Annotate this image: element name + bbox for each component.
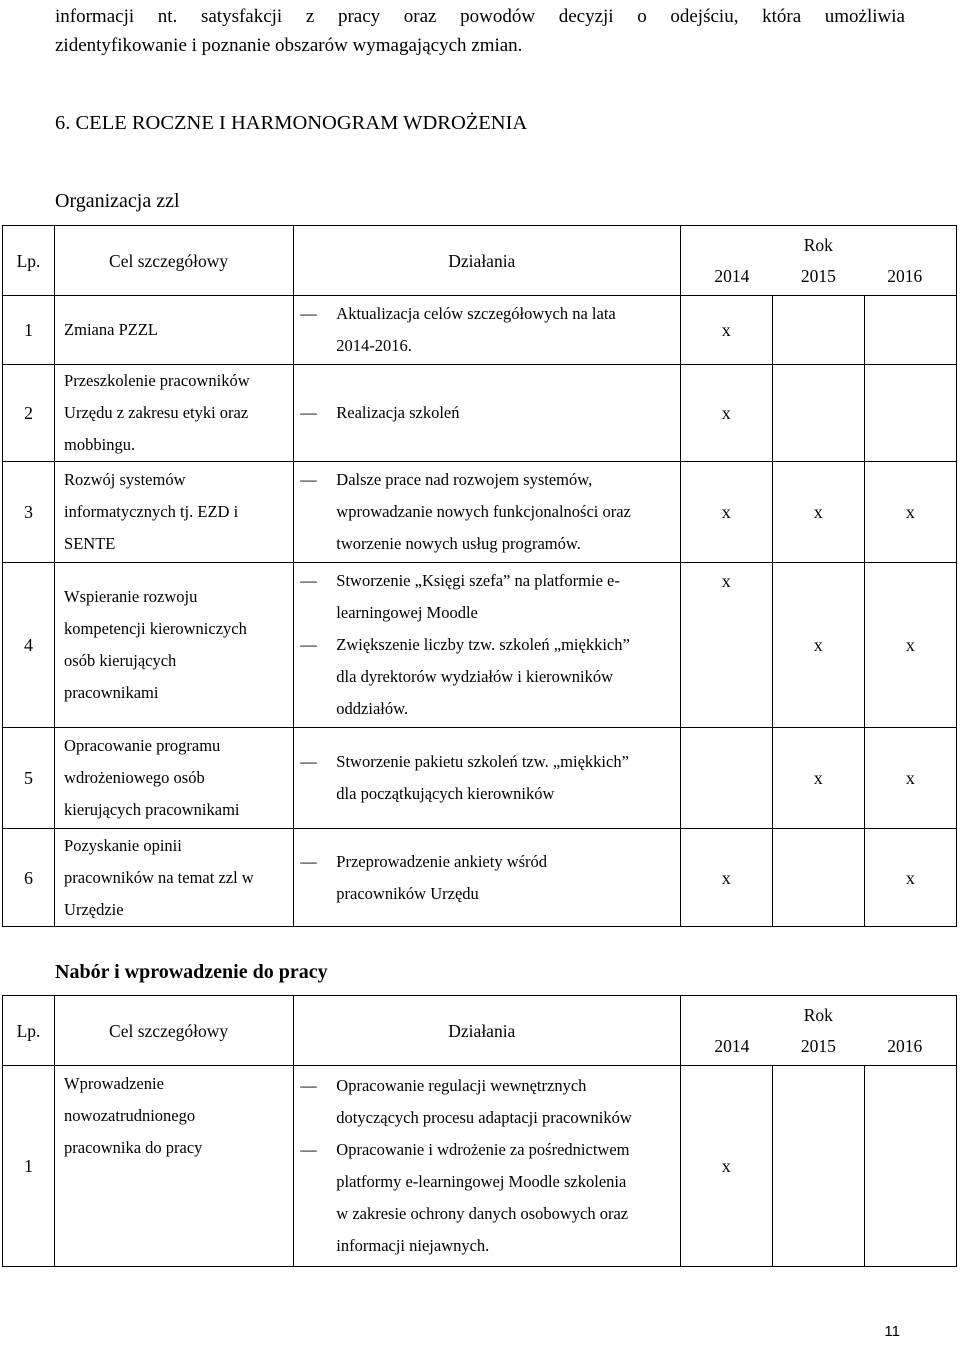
intro-line: informacji nt. satysfakcji z pracy oraz powodów decyzji o odejściu, która umożliwia (55, 6, 905, 27)
table-row (3, 462, 957, 563)
action-item (298, 1134, 673, 1262)
page-number: 11 (884, 1323, 900, 1340)
header-rok: Rok (803, 234, 833, 255)
header-goal: Cel szczegółowy (55, 996, 294, 1066)
action-line: Przeprowadzenie ankiety wśród (336, 851, 548, 871)
action-item (298, 629, 673, 725)
header-year: 2014 (714, 265, 750, 286)
action-line: dla początkujących kierowników (336, 784, 555, 803)
action-line: Dalsze prace nad rozwojem systemów, (336, 470, 593, 489)
action-line: Zwiększenie liczby tzw. szkoleń „miękkich” (336, 635, 630, 654)
action-item (298, 298, 673, 362)
year-mark (680, 728, 772, 829)
year-mark: x (864, 462, 956, 563)
goal-line: osób kierujących (64, 651, 177, 670)
table-row (3, 365, 957, 462)
dash-bullet: — (300, 752, 317, 771)
goal-line: Zmiana PZZL (64, 320, 158, 339)
year-mark (772, 365, 864, 462)
dash-bullet: — (300, 304, 317, 323)
intro-paragraph (55, 2, 905, 60)
header-year: 2014 (714, 1035, 750, 1056)
header-year-group (680, 996, 956, 1066)
year-mark (864, 1066, 956, 1267)
action-line: wprowadzanie nowych funkcjonalności oraz (336, 502, 631, 521)
action-item (298, 464, 673, 560)
goal-line: Wspieranie rozwoju (64, 587, 198, 606)
header-goal: Cel szczegółowy (55, 226, 294, 296)
goal-line: pracownikami (64, 683, 159, 702)
goal-line: Przeszkolenie pracowników (64, 371, 250, 390)
schedule-table-nabor (2, 995, 957, 1267)
action-line: w zakresie ochrony danych osobowych oraz (336, 1204, 629, 1223)
row-number: 2 (3, 365, 55, 462)
dash-bullet: — (300, 571, 317, 590)
action-line: platformy e-learningowej Moodle szkolenia (336, 1172, 627, 1191)
goal-cell (55, 728, 294, 829)
action-line: informacji niejawnych. (336, 1236, 490, 1255)
header-year: 2016 (887, 265, 923, 286)
goal-cell (55, 829, 294, 927)
table2-title: Nabór i wprowadzenie do pracy (55, 961, 328, 983)
action-line: tworzenie nowych usług programów. (336, 534, 581, 553)
goal-line: wdrożeniowego osób (64, 768, 205, 787)
goal-line: Urzędu z zakresu etyki oraz (64, 403, 249, 422)
intro-line: zidentyfikowanie i poznanie obszarów wymagających zmian. (55, 35, 523, 56)
section-title: 6. CELE ROCZNE I HARMONOGRAM WDROŻENIA (55, 112, 528, 134)
dash-bullet: — (300, 1140, 317, 1159)
row-number: 3 (3, 462, 55, 563)
table-row (3, 1066, 957, 1267)
goal-line: nowozatrudnionego (64, 1106, 196, 1125)
year-mark: x (772, 563, 864, 728)
year-mark: x (864, 829, 956, 927)
actions-cell (294, 365, 680, 462)
row-number: 4 (3, 563, 55, 728)
goal-line: pracowników na temat zzl w (64, 867, 254, 887)
action-line: dla dyrektorów wydziałów i kierowników (336, 667, 614, 686)
action-item (298, 746, 673, 810)
actions-cell (294, 1066, 680, 1267)
goal-line: Opracowanie programu (64, 736, 221, 755)
header-year-group (680, 226, 956, 296)
year-mark: x (680, 365, 772, 462)
goal-line: mobbingu. (64, 435, 136, 454)
action-line: Opracowanie regulacji wewnętrznych (336, 1076, 587, 1095)
action-line: Stworzenie „Księgi szefa” na platformie e- (336, 571, 620, 590)
year-mark: x (680, 462, 772, 563)
goal-line: pracownika do pracy (64, 1138, 203, 1157)
year-mark: x (680, 1066, 772, 1267)
header-lp: Lp. (3, 226, 55, 296)
header-rok: Rok (803, 1004, 833, 1025)
row-number: 6 (3, 829, 55, 927)
year-mark (772, 1066, 864, 1267)
table-row (3, 563, 957, 728)
dash-bullet: — (300, 403, 317, 422)
action-line: dotyczących procesu adaptacji pracowników (336, 1108, 632, 1127)
year-mark: x (680, 296, 772, 365)
row-number: 5 (3, 728, 55, 829)
dash-bullet: — (300, 851, 317, 871)
goal-cell (55, 563, 294, 728)
action-line: pracowników Urzędu (336, 883, 479, 903)
goal-line: kompetencji kierowniczych (64, 619, 247, 638)
schedule-table-organizacja (2, 225, 957, 927)
actions-cell (294, 563, 680, 728)
goal-cell (55, 365, 294, 462)
year-mark: x (680, 563, 772, 728)
table1-title: Organizacja zzl (55, 190, 180, 212)
action-line: Realizacja szkoleń (336, 403, 460, 422)
header-year: 2015 (800, 265, 836, 286)
goal-cell (55, 462, 294, 563)
goal-line: SENTE (64, 534, 116, 553)
goal-line: Rozwój systemów (64, 470, 186, 489)
action-line: Aktualizacja celów szczegółowych na lata (336, 304, 616, 323)
actions-cell (294, 829, 680, 927)
year-mark: x (772, 728, 864, 829)
dash-bullet: — (300, 1076, 317, 1095)
action-line: Stworzenie pakietu szkoleń tzw. „miękkich” (336, 752, 629, 771)
actions-cell (294, 462, 680, 563)
dash-bullet: — (300, 635, 317, 654)
goal-line: Wprowadzenie (64, 1074, 164, 1093)
header-lp: Lp. (3, 996, 55, 1066)
action-item (298, 1070, 673, 1134)
year-mark: x (772, 462, 864, 563)
year-mark: x (680, 829, 772, 927)
header-year: 2015 (800, 1035, 836, 1056)
year-mark (864, 365, 956, 462)
action-item (298, 397, 673, 429)
header-actions: Działania (294, 226, 680, 296)
action-item (298, 846, 673, 910)
row-number: 1 (3, 296, 55, 365)
year-mark: x (864, 728, 956, 829)
header-year: 2016 (887, 1035, 923, 1056)
table-row (3, 829, 957, 927)
action-item (298, 565, 673, 629)
table-row (3, 728, 957, 829)
goal-line: informatycznych tj. EZD i (64, 502, 239, 521)
actions-cell (294, 296, 680, 365)
goal-cell (55, 296, 294, 365)
year-mark (772, 829, 864, 927)
goal-line: Urzędzie (64, 899, 124, 919)
action-line: Opracowanie i wdrożenie za pośrednictwem (336, 1140, 630, 1159)
action-line: learningowej Moodle (336, 603, 478, 622)
action-line: oddziałów. (336, 699, 409, 718)
header-actions: Działania (294, 996, 680, 1066)
row-number: 1 (3, 1066, 55, 1267)
year-mark (864, 296, 956, 365)
year-mark (772, 296, 864, 365)
year-mark: x (864, 563, 956, 728)
goal-line: kierujących pracownikami (64, 800, 240, 819)
action-line: 2014-2016. (336, 336, 412, 355)
table-row (3, 296, 957, 365)
actions-cell (294, 728, 680, 829)
goal-cell (55, 1066, 294, 1267)
goal-line: Pozyskanie opinii (64, 835, 182, 855)
dash-bullet: — (300, 470, 317, 489)
